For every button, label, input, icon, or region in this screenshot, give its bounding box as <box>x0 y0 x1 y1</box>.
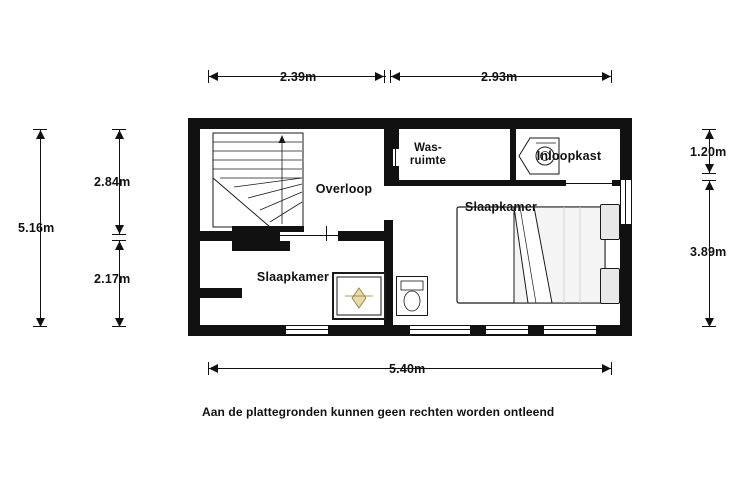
dim-top-right-label: 2.93m <box>481 70 518 84</box>
door-jamb-overloop <box>326 226 327 241</box>
stair-stringer-block <box>232 226 304 232</box>
left-outer-arrow-top <box>35 130 46 140</box>
door-opening-wasruimte-line <box>395 149 396 166</box>
wall-exterior-left <box>188 118 200 336</box>
top-arrow-mid-right <box>391 71 401 82</box>
wall-interior-vertical-top <box>384 129 393 186</box>
window-right-1 <box>621 180 631 224</box>
top-arrow-mid-left <box>374 71 384 82</box>
window-bottom-1 <box>286 326 328 334</box>
window-bottom-4 <box>544 326 596 334</box>
window-bottom-1-line <box>286 329 328 330</box>
wall-interior-horizontal-left <box>200 231 280 241</box>
wall-under-wasruimte <box>393 180 516 186</box>
left-inner-arrow-bottom <box>114 317 125 327</box>
disclaimer-note: Aan de plattegronden kunnen geen rechten worden ontleend <box>202 405 555 419</box>
top-arrow-left <box>209 71 219 82</box>
floorplan-body <box>188 118 632 336</box>
door-opening-wasruimte <box>393 149 399 166</box>
pillow-top <box>600 204 620 240</box>
left-inner-arrow-mid-down <box>114 241 125 251</box>
left-inner-arrow-top <box>114 130 125 140</box>
dim-top-left-label: 2.39m <box>280 70 317 84</box>
right-arrow-top <box>704 130 715 140</box>
top-tick-mid-a <box>384 70 385 83</box>
top-arrow-right <box>601 71 611 82</box>
door-opening-overloop <box>280 231 338 241</box>
window-bottom-4-line <box>544 329 596 330</box>
top-tick-right <box>611 70 612 83</box>
window-bottom-3 <box>486 326 528 334</box>
room-label-wasruimte <box>400 142 456 167</box>
room-label-wasruimte-line1: Was- <box>414 142 442 154</box>
window-bottom-2-line <box>410 329 470 330</box>
wall-exterior-right <box>620 118 632 336</box>
wall-wasruimte-left-upper <box>393 129 399 149</box>
room-label-wasruimte-line2: ruimte <box>409 155 447 167</box>
window-bottom-3-line <box>486 329 528 330</box>
dim-right-bottom-label: 3.89m <box>690 245 727 259</box>
left-inner-arrow-mid-up <box>114 224 125 234</box>
right-tick-mid-a <box>702 173 716 174</box>
left-outer-arrow-bottom <box>35 317 46 327</box>
wall-under-inloopkast <box>516 180 566 186</box>
wall-exterior-top <box>188 118 632 129</box>
right-arrow-mid-up <box>704 163 715 173</box>
bottom-arrow-right <box>601 363 611 374</box>
right-arrow-bottom <box>704 317 715 327</box>
left-inner-tick-mid-a <box>112 234 126 235</box>
wall-stub-lower-left-2 <box>200 288 242 298</box>
toilet-fixture <box>396 276 428 316</box>
bed-double <box>456 206 606 304</box>
room-label-overloop: Overloop <box>315 182 373 196</box>
door-opening-overloop-line <box>280 235 338 236</box>
dim-right-top-label: 1.20m <box>690 145 727 159</box>
room-label-inloopkast: Inloopkast <box>536 149 602 163</box>
bottom-arrow-left <box>209 363 219 374</box>
room-label-slaapkamer-right: Slaapkamer <box>464 200 538 214</box>
right-arrow-mid-down <box>704 181 715 191</box>
dim-bottom-label: 5.40m <box>389 362 426 376</box>
wall-between-wasruimte-inloopkast <box>510 129 516 186</box>
dim-left-inner-top-label: 2.84m <box>94 175 131 189</box>
dim-left-outer-label: 5.16m <box>18 221 55 235</box>
wall-under-inloopkast-right <box>612 180 620 186</box>
wall-interior-horizontal-left-b <box>338 231 384 241</box>
dim-left-inner-bottom-label: 2.17m <box>94 272 131 286</box>
door-opening-inloopkast-line <box>566 183 612 184</box>
window-bottom-2 <box>410 326 470 334</box>
wall-stub-lower-left <box>232 241 290 251</box>
bottom-tick-right <box>611 362 612 375</box>
room-label-slaapkamer-left: Slaapkamer <box>256 270 330 284</box>
pillow-bottom <box>600 268 620 304</box>
staircase <box>212 132 304 228</box>
window-right-1-line <box>625 180 626 224</box>
